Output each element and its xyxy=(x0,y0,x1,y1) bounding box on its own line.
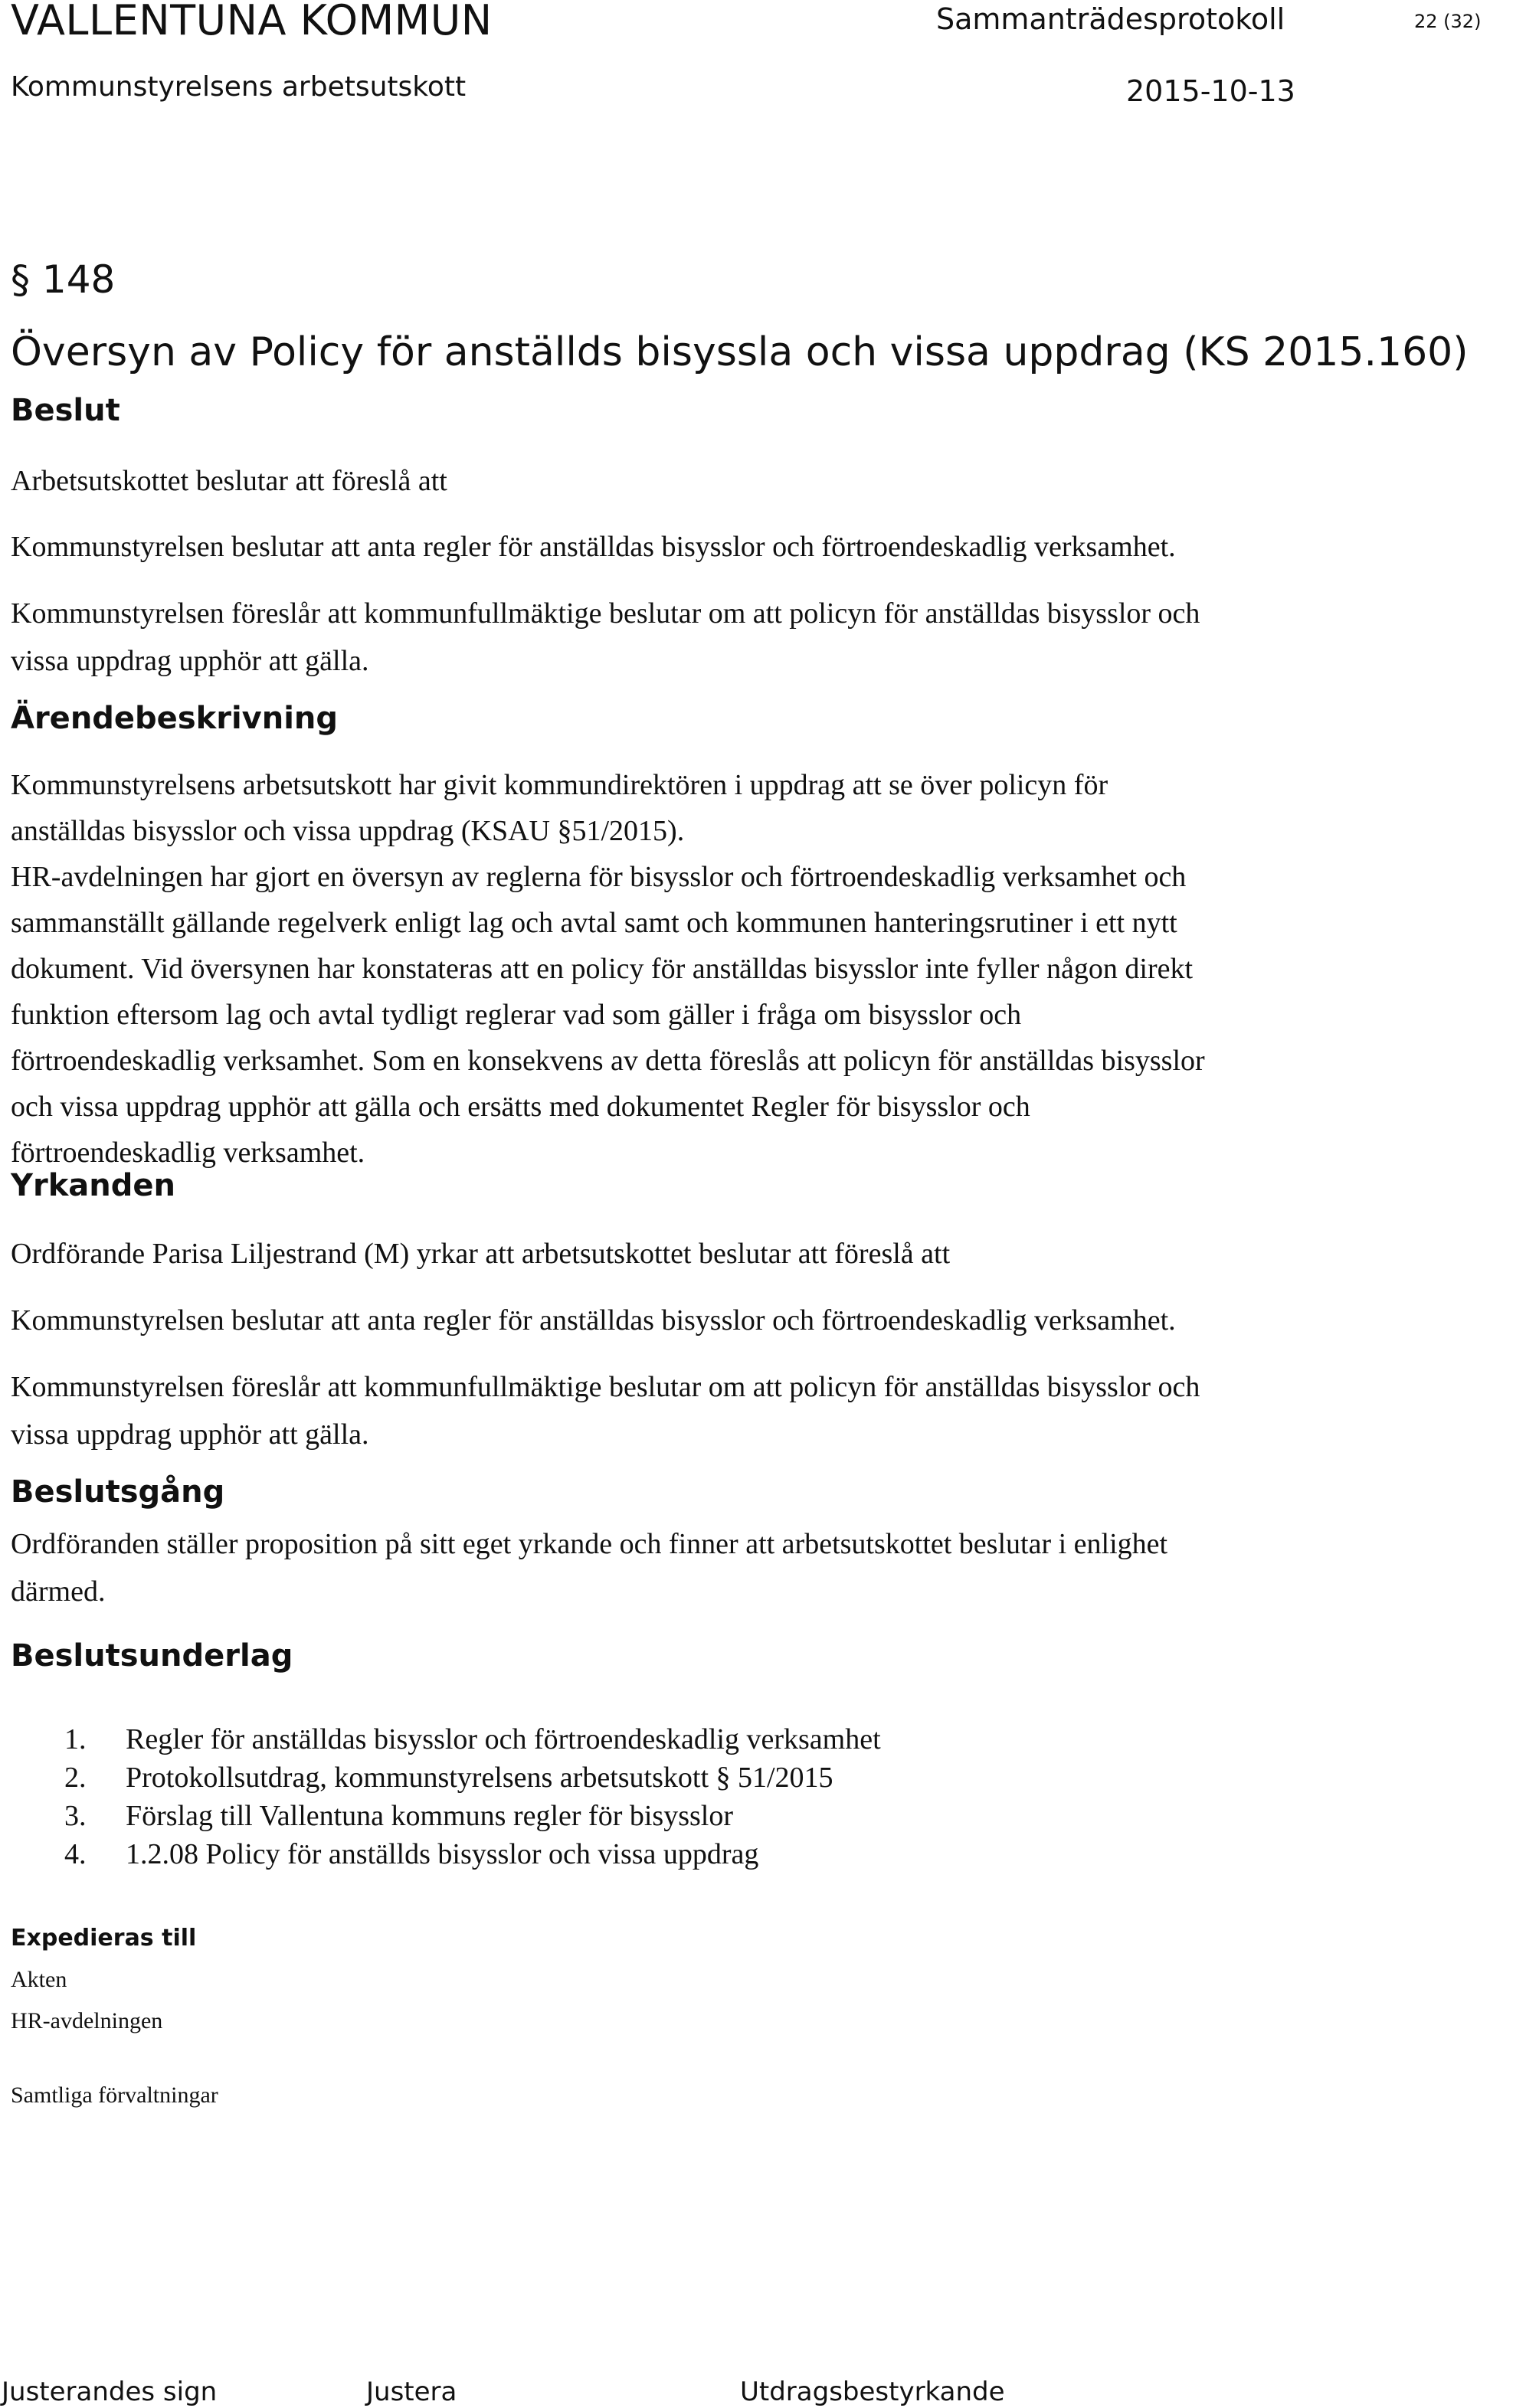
list-item-text: Protokollsutdrag, kommunstyrelsens arbetsutskott § 51/2015 xyxy=(126,1762,833,1794)
recipient-item: Akten xyxy=(11,1967,67,1992)
beslut-intro-text: Arbetsutskottet beslutar att föreslå att xyxy=(11,465,447,497)
beslut-paragraph-2 xyxy=(11,590,1497,685)
organization-name: VALLENTUNA KOMMUN xyxy=(11,0,493,44)
arende-line: HR-avdelningen har gjort en översyn av reglerna för bisysslor och förtroendeskadlig verksamhet och xyxy=(11,861,1187,893)
list-item-number: 2. xyxy=(64,1762,87,1794)
arende-body xyxy=(11,762,1497,1176)
list-item xyxy=(11,1720,1236,1759)
list-item xyxy=(11,1759,1236,1797)
list-item xyxy=(11,1797,1236,1835)
list-item xyxy=(11,1835,1236,1873)
recipient-item: HR-avdelningen xyxy=(11,2008,163,2033)
arende-line: förtroendeskadlig verksamhet. Som en konsekvens av detta föreslås att policyn för anställdas bisysslor xyxy=(11,1045,1205,1077)
arende-heading: Ärendebeskrivning xyxy=(11,701,339,736)
list-item-text: Regler för anställdas bisysslor och förtroendeskadlig verksamhet xyxy=(126,1723,881,1755)
beslut-paragraph-2-line-2: vissa uppdrag upphör att gälla. xyxy=(11,645,369,677)
beslutsgang-line-2: därmed. xyxy=(11,1575,106,1608)
yrkanden-paragraph-2 xyxy=(11,1363,1497,1458)
yrkanden-paragraph-1-text: Kommunstyrelsen beslutar att anta regler för anställdas bisysslor och förtroendeskadlig verksamhet. xyxy=(11,1304,1176,1337)
beslutsgang-body xyxy=(11,1520,1497,1615)
arende-line: och vissa uppdrag upphör att gälla och ersätts med dokumentet Regler för bisysslor och xyxy=(11,1091,1030,1123)
footer-justera: Justera xyxy=(366,2377,457,2407)
footer-utdragsbestyrkande: Utdragsbestyrkande xyxy=(740,2377,1005,2407)
arende-line: funktion eftersom lag och avtal tydligt reglerar vad som gäller i fråga om bisysslor och xyxy=(11,999,1022,1031)
arende-line: Kommunstyrelsens arbetsutskott har givit kommundirektören i uppdrag att se över policyn för xyxy=(11,769,1108,801)
arende-line: anställdas bisysslor och vissa uppdrag (KSAU §51/2015). xyxy=(11,815,685,847)
yrkanden-intro-text: Ordförande Parisa Liljestrand (M) yrkar att arbetsutskottet beslutar att föreslå att xyxy=(11,1238,951,1270)
document-type: Sammanträdesprotokoll xyxy=(936,2,1285,36)
yrkanden-intro xyxy=(11,1230,1497,1278)
list-item-number: 1. xyxy=(64,1723,87,1755)
arende-line: förtroendeskadlig verksamhet. xyxy=(11,1137,365,1169)
beslutsgang-heading: Beslutsgång xyxy=(11,1474,225,1510)
expedieras-heading: Expedieras till xyxy=(11,1925,197,1952)
beslut-paragraph-2-line-1: Kommunstyrelsen föreslår att kommunfullmäktige beslutar om att policyn för anställdas bisysslor och xyxy=(11,597,1200,630)
beslut-intro xyxy=(11,457,1497,505)
meeting-date: 2015-10-13 xyxy=(1126,74,1295,108)
beslut-paragraph-1-text: Kommunstyrelsen beslutar att anta regler för anställdas bisysslor och förtroendeskadlig verksamhet. xyxy=(11,531,1176,563)
beslut-paragraph-1 xyxy=(11,523,1497,571)
arende-line: dokument. Vid översynen har konstateras att en policy för anställdas bisysslor inte fyller någon direkt xyxy=(11,953,1194,985)
yrkanden-paragraph-1 xyxy=(11,1297,1497,1344)
footer-justerandes-sign: Justerandes sign xyxy=(2,2377,218,2407)
recipient-item: Samtliga förvaltningar xyxy=(11,2082,218,2108)
list-item-text: 1.2.08 Policy för anställds bisysslor och vissa uppdrag xyxy=(126,1838,759,1870)
page-number: 22 (32) xyxy=(1414,11,1482,32)
beslutsunderlag-list xyxy=(11,1720,1236,1873)
committee-name: Kommunstyrelsens arbetsutskott xyxy=(11,71,467,103)
beslut-heading: Beslut xyxy=(11,393,120,428)
arende-line: sammanställt gällande regelverk enligt lag och avtal samt och kommunen hanteringsrutiner i ett nytt xyxy=(11,907,1177,939)
yrkanden-paragraph-2-line-2: vissa uppdrag upphör att gälla. xyxy=(11,1418,369,1451)
yrkanden-paragraph-2-line-1: Kommunstyrelsen föreslår att kommunfullmäktige beslutar om att policyn för anställdas bisysslor och xyxy=(11,1371,1200,1403)
section-title: Översyn av Policy för anställds bisyssla och vissa uppdrag (KS 2015.160) xyxy=(11,329,1469,375)
list-item-text: Förslag till Vallentuna kommuns regler för bisysslor xyxy=(126,1800,733,1832)
paragraph-number: § 148 xyxy=(11,257,116,302)
yrkanden-heading: Yrkanden xyxy=(11,1168,175,1203)
list-item-number: 4. xyxy=(64,1838,87,1870)
beslutsgang-line-1: Ordföranden ställer proposition på sitt eget yrkande och finner att arbetsutskottet beslutar i enlighet xyxy=(11,1528,1168,1560)
beslutsunderlag-heading: Beslutsunderlag xyxy=(11,1638,293,1673)
list-item-number: 3. xyxy=(64,1800,87,1832)
